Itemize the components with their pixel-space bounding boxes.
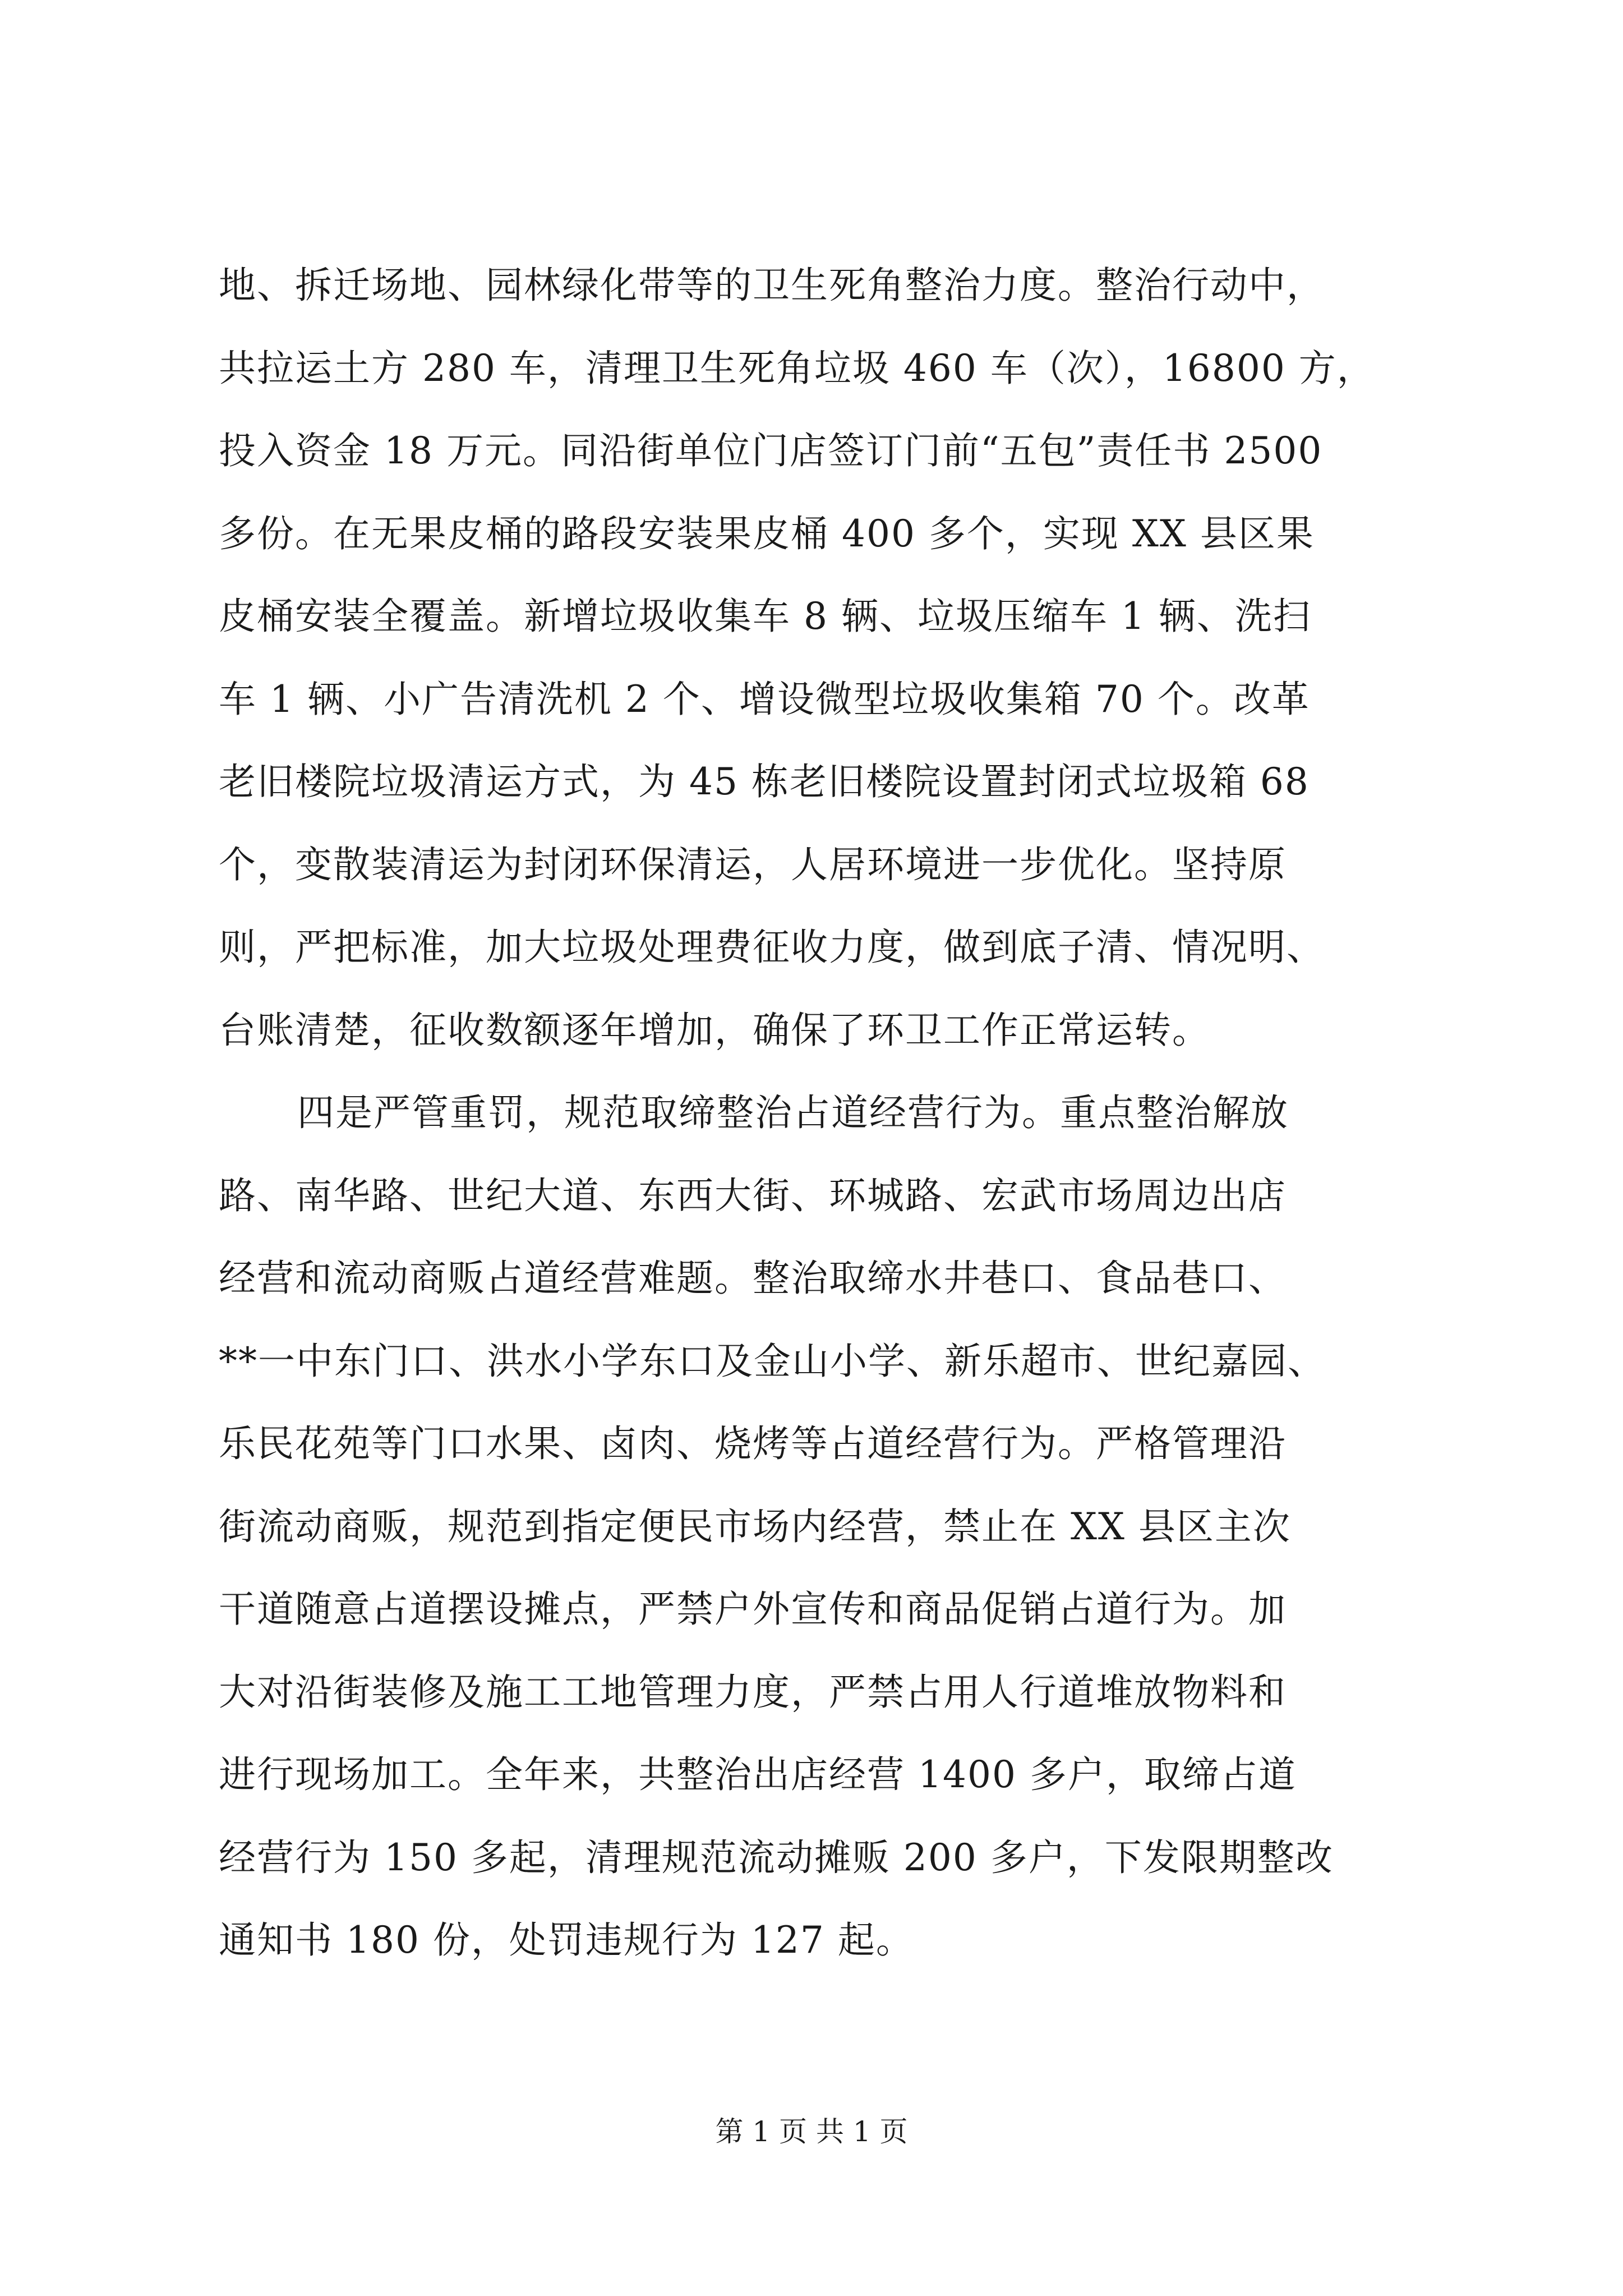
text-line: 投入资金 18 万元。同沿街单位门店签订门前“五包”责任书 2500 (219, 429, 1323, 472)
page-footer (0, 2115, 1623, 2148)
text-line: 干道随意占道摆设摊点，严禁户外宣传和商品促销占道行为。加 (219, 1588, 1287, 1631)
text-line: 路、南华路、世纪大道、东西大街、环城路、宏武市场周边出店 (219, 1174, 1287, 1217)
text-line: 大对沿街装修及施工工地管理力度，严禁占用人行道堆放物料和 (219, 1670, 1287, 1714)
text-line: **一中东门口、洪水小学东口及金山小学、新乐超市、世纪嘉园、 (219, 1339, 1326, 1383)
text-line: 则，严把标准，加大垃圾处理费征收力度，做到底子清、情况明、 (219, 926, 1325, 969)
text-line: 个，变散装清运为封闭环保清运，人居环境进一步优化。坚持原 (219, 843, 1287, 886)
text-line: 台账清楚，征收数额逐年增加，确保了环卫工作正常运转。 (219, 1008, 1210, 1052)
text-line: 街流动商贩，规范到指定便民市场内经营，禁止在 XX 县区主次 (219, 1504, 1291, 1548)
paragraph-start-line: 四是严管重罚，规范取缔整治占道经营行为。重点整治解放 (297, 1091, 1289, 1134)
text-line: 共拉运土方 280 车，清理卫生死角垃圾 460 车（次），16800 方， (219, 346, 1375, 390)
text-line: 老旧楼院垃圾清运方式，为 45 栋老旧楼院设置封闭式垃圾箱 68 (219, 760, 1310, 803)
text-line: 皮桶安装全覆盖。新增垃圾收集车 8 辆、垃圾压缩车 1 辆、洗扫 (219, 595, 1311, 638)
text-line: 经营行为 150 多起，清理规范流动摊贩 200 多户，下发限期整改 (219, 1835, 1334, 1879)
text-line: 多份。在无果皮桶的路段安装果皮桶 400 多个，实现 XX 县区果 (219, 512, 1315, 555)
text-line: 地、拆迁场地、园林绿化带等的卫生死角整治力度。整治行动中， (219, 264, 1325, 307)
body-text (219, 244, 1424, 1982)
text-line: 乐民花苑等门口水果、卤肉、烧烤等占道经营行为。严格管理沿 (219, 1422, 1287, 1465)
text-line: 进行现场加工。全年来，共整治出店经营 1400 多户，取缔占道 (219, 1753, 1297, 1796)
page-number-label: 第 1 页 共 1 页 (715, 2115, 908, 2148)
text-line: 车 1 辆、小广告清洗机 2 个、增设微型垃圾收集箱 70 个。改革 (219, 677, 1310, 721)
text-line: 通知书 180 份，处罚违规行为 127 起。 (219, 1918, 914, 1962)
text-line: 经营和流动商贩占道经营难题。整治取缔水井巷口、食品巷口、 (219, 1257, 1287, 1300)
